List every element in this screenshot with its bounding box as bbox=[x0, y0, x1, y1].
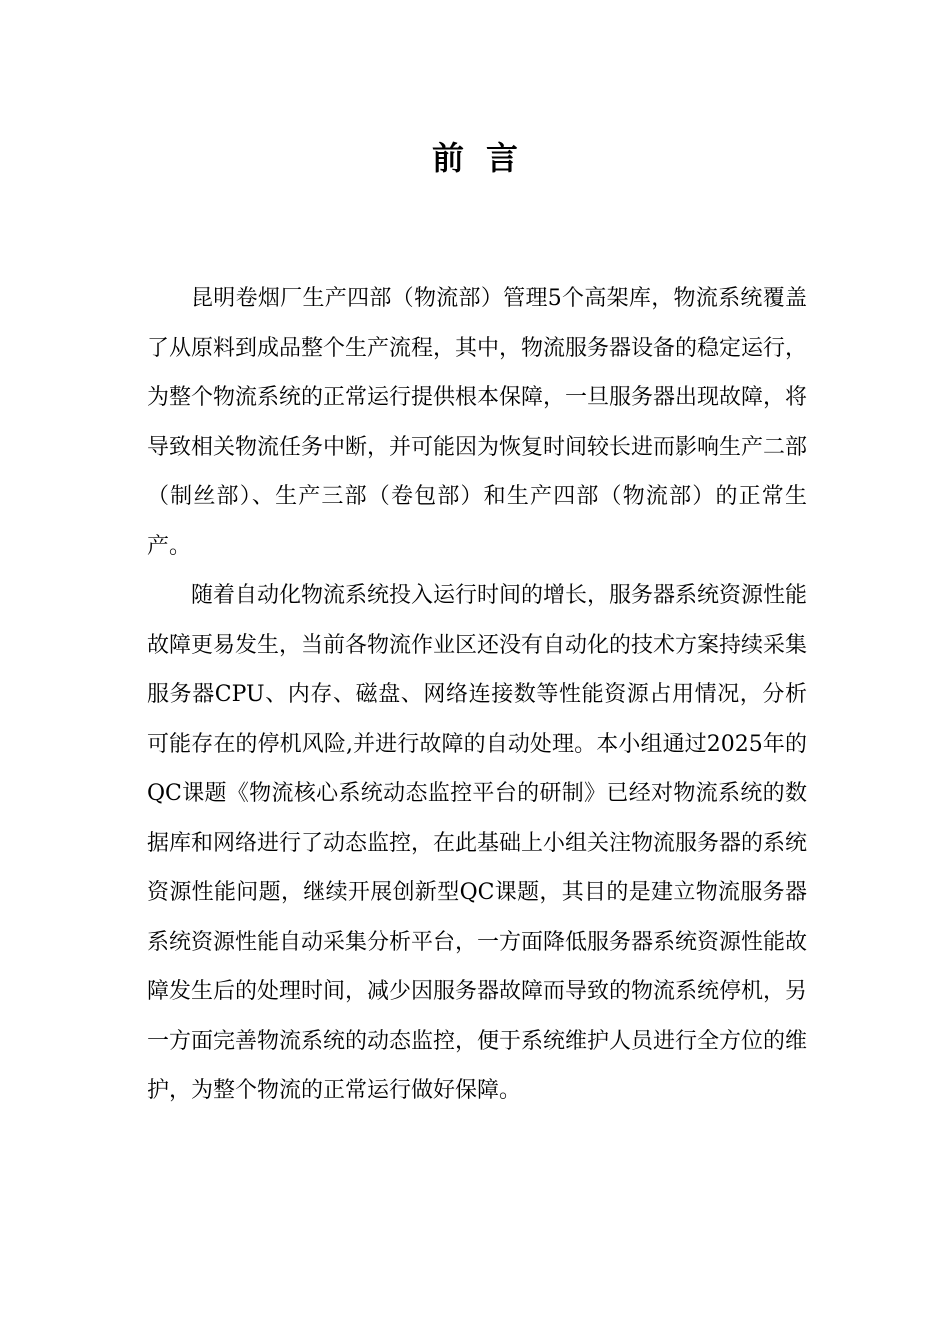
paragraph-1: 昆明卷烟厂生产四部（物流部）管理5个高架库，物流系统覆盖了从原料到成品整个生产流程，其中，物流服务器设备的稳定运行，为整个物流系统的正常运行提供根本保障，一旦服务器出现故障，将导致相关物流任务中断，并可能因为恢复时间较长进而影响生产二部（制丝部）、生产三部（卷包部）和生产四部（物流部）的正常生产。 bbox=[147, 286, 808, 559]
paragraph-2: 随着自动化物流系统投入运行时间的增长，服务器系统资源性能故障更易发生，当前各物流作业区还没有自动化的技术方案持续采集服务器CPU、内存、磁盘、网络连接数等性能资源占用情况，分析可能存在的停机风险,并进行故障的自动处理。本小组通过2025年的QC课题《物流核心系统动态监控平台的研制》已经对物流系统的数据库和网络进行了动态监控，在此基础上小组关注物流服务器的系统资源性能问题，继续开展创新型QC课题，其目的是建立物流服务器系统资源性能自动采集分析平台，一方面降低服务器系统资源性能故障发生后的处理时间，减少因服务器故障而导致的物流系统停机，另一方面完善物流系统的动态监控，便于系统维护人员进行全方位的维护，为整个物流的正常运行做好保障。 bbox=[147, 583, 808, 1103]
page-title: 前言 bbox=[431, 139, 540, 177]
body-text bbox=[147, 274, 807, 1116]
